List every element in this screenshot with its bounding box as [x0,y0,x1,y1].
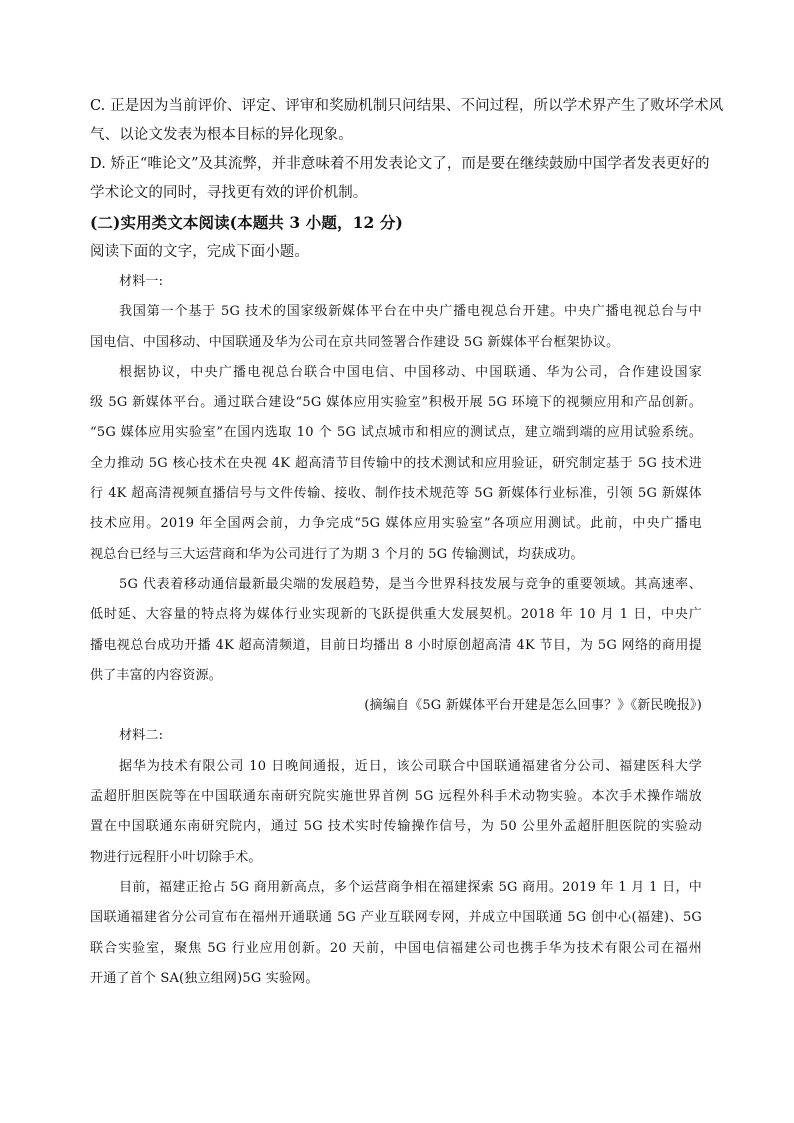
material-one [90,267,702,721]
material-one-source: (摘编自《5G 新媒体平台开建是怎么回事？》《新民晚报》) [364,698,702,714]
section-heading: (二)实用类文本阅读(本题共 3 小题，12 分) [90,213,403,232]
text-line: 技术应用。2019 年全国两会前，力争完成“5G 媒体应用实验室”各项应用测试。此前，中央广播电 [90,516,702,532]
text-line: 5G 代表着移动通信最新最尖端的发展趋势，是当今世界科技发展与竞争的重要领域。其高速率、 [119,576,702,592]
text-line: 孟超肝胆医院等在中国联通东南研究院实施世界首例 5G 远程外科手术动物实验。本次手术操作端放 [90,789,702,805]
text-line: 级 5G 新媒体平台。通过联合建设“5G 媒体应用实验室”积极开展 5G 环境下的视频应用和产品创新。 [90,395,702,411]
text-line: 播电视总台成功开播 4K 超高清频道，目前日均播出 8 小时原创超高清 4K 节目，为 5G 网络的商用提 [90,637,702,653]
text-line: 全力推动 5G 核心技术在央视 4K 超高清节目传输中的技术测试和应用验证，研究制定基于 5G 技术进 [90,455,702,471]
option-d-line-1: D. 矫正“唯论文”及其流弊，并非意味着不用发表论文了，而是要在继续鼓励中国学者发表更好的 [90,156,710,172]
material-one-paragraph-3 [90,570,702,691]
text-line: 我国第一个基于 5G 技术的国家级新媒体平台在中央广播电视总台开建。中央广播电视总台与中 [119,304,702,320]
option-c [90,92,724,150]
text-line: 物进行远程肝小叶切除手术。 [90,849,262,865]
material-one-label: 材料一: [119,274,164,289]
text-line: 据华为技术有限公司 10 日晚间通报，近日，该公司联合中国联通福建省分公司、福建医科大学 [119,758,702,774]
material-two-paragraph-2 [90,873,702,994]
text-line: 行 4K 超高清视频直播信号与文件传输、接收、制作技术规范等 5G 新媒体行业标准，引领 5G 新媒体 [90,486,702,502]
text-line: 目前，福建正抢占 5G 商用新高点，多个运营商争相在福建探索 5G 商用。2019 年 1 月 1 日，中 [119,879,702,895]
text-line: 开通了首个 SA(独立组网)5G 实验网。 [90,970,319,986]
material-one-paragraph-1 [90,297,702,358]
text-line: 供了丰富的内容资源。 [90,667,223,683]
material-two [90,721,702,994]
option-d [90,150,710,208]
text-line: 置在中国联通东南研究院内，通过 5G 技术实时传输操作信号，为 50 公里外孟超肝胆医院的实验动 [90,819,702,835]
material-one-paragraph-2 [90,358,702,570]
text-line: 国联通福建省分公司宣布在福州开通联通 5G 产业互联网专网，并成立中国联通 5G 创中心(福建)、5G [90,910,702,926]
option-c-line-2: 气、以论文发表为根本目标的异化现象。 [90,127,353,143]
material-two-paragraph-1 [90,752,702,873]
text-line: 根据协议，中央广播电视总台联合中国电信、中国移动、中国联通、华为公司，合作建设国家 [119,364,702,380]
section-instruction: 阅读下面的文字，完成下面小题。 [90,244,309,260]
document-page [90,92,724,994]
text-line: 低时延、大容量的特点将为媒体行业实现新的飞跃提供重大发展契机。2018 年 10 月 1 日，中央广 [90,607,702,623]
option-c-line-1: C. 正是因为当前评价、评定、评审和奖励机制只问结果、不问过程，所以学术界产生了败坏学术风 [90,98,724,114]
text-line: 视总台已经与三大运营商和华为公司进行了为期 3 个月的 5G 传输测试，均获成功。 [90,546,584,562]
material-two-label: 材料二: [119,728,164,744]
text-line: “5G 媒体应用实验室”在国内选取 10 个 5G 试点城市和相应的测试点，建立端到端的应用试验系统。 [90,425,702,441]
text-line: 联合实验室，聚焦 5G 行业应用创新。20 天前，中国电信福建公司也携手华为技术有限公司在福州 [90,940,702,956]
option-d-line-2: 学术论文的同时，寻找更有效的评价机制。 [90,185,368,201]
text-line: 国电信、中国移动、中国联通及华为公司在京共同签署合作建设 5G 新媒体平台框架协议。 [90,334,620,350]
